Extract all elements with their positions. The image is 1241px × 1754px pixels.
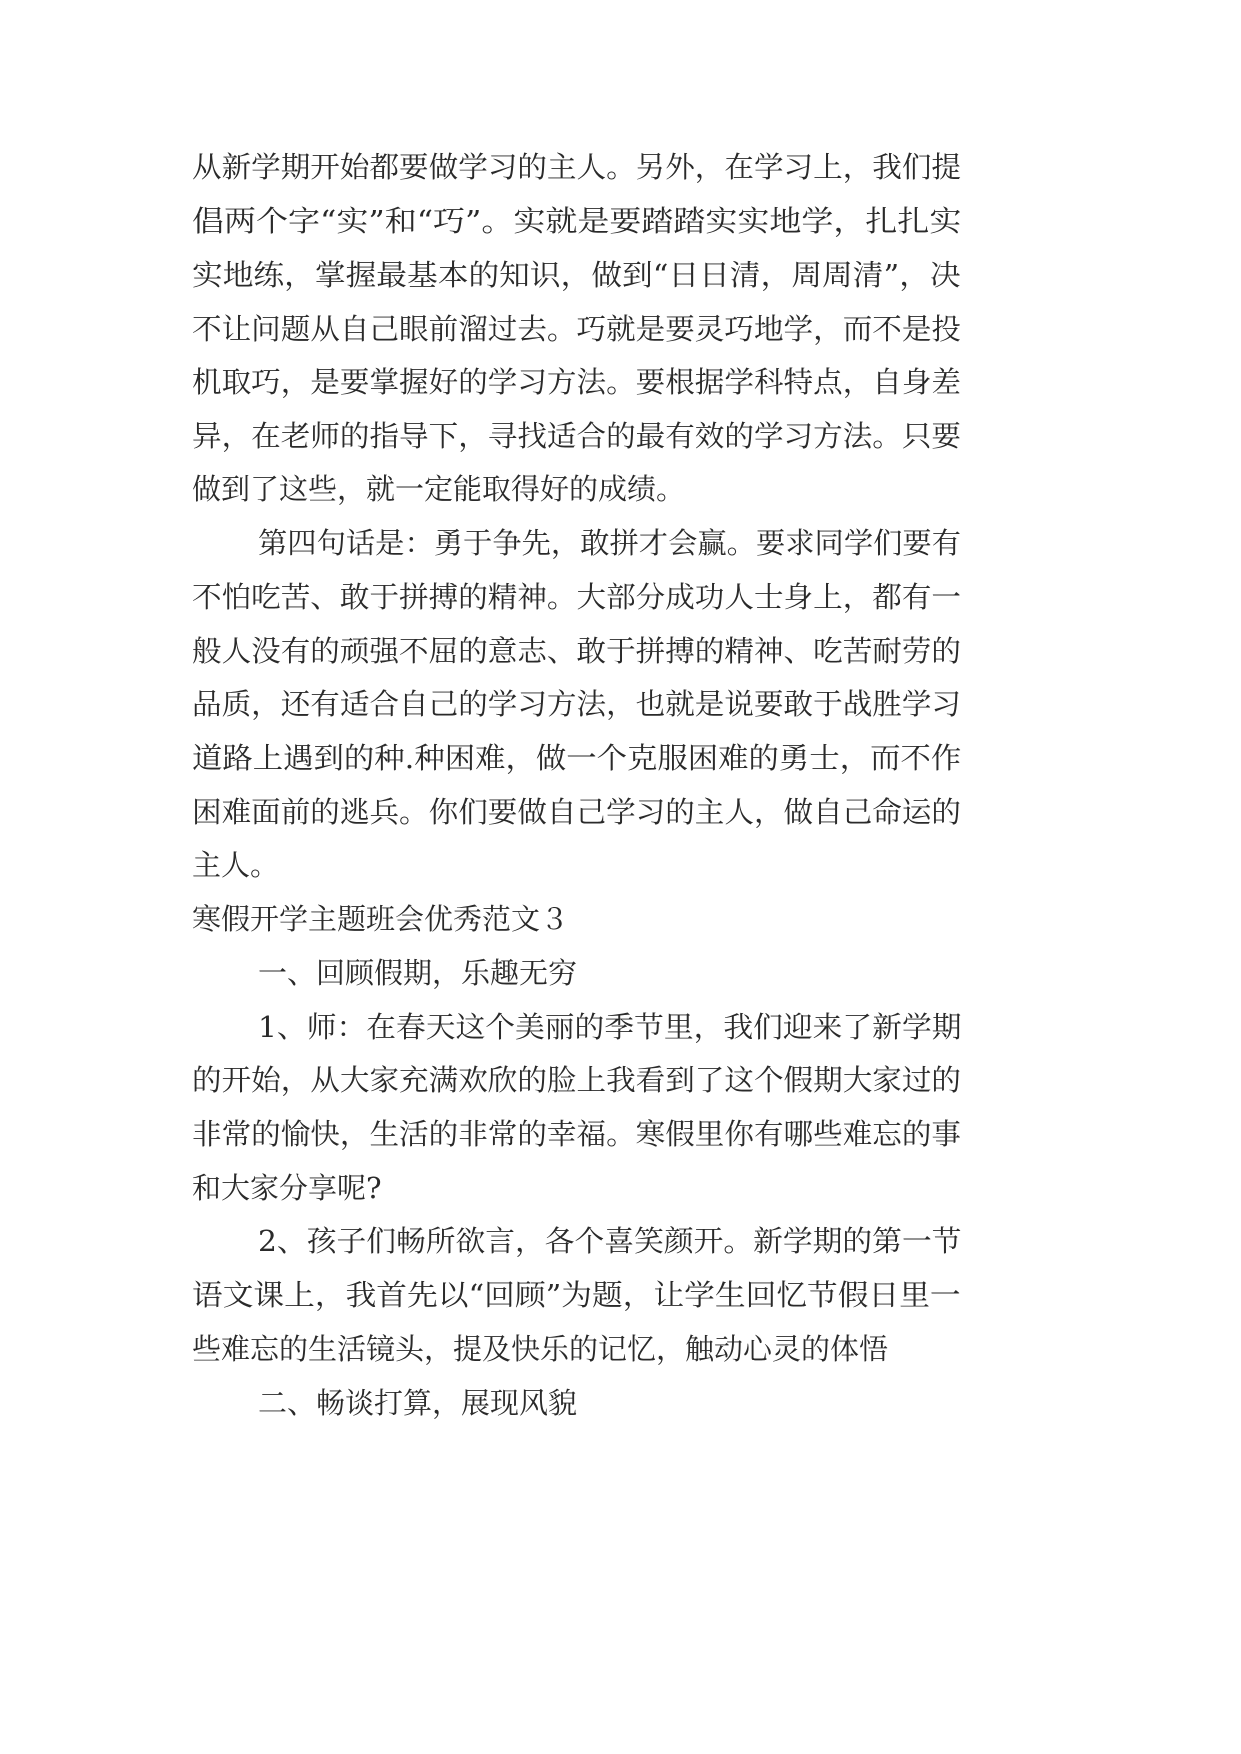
- text-line: [192, 1057, 961, 1103]
- line-text: 一、回顾假期，乐趣无穷: [258, 956, 578, 990]
- line-text: 主人。: [192, 848, 280, 882]
- text-line: [192, 574, 961, 620]
- text-line: [192, 842, 961, 888]
- text-line: [258, 520, 961, 566]
- text-line: [192, 681, 961, 727]
- line-text: 2、孩子们畅所欲言，各个喜笑颜开。新学期的第一节: [258, 1224, 962, 1258]
- line-text: 不怕吃苦、敢于拼搏的精神。大部分成功人士身上，都有一: [192, 580, 962, 614]
- text-line: [192, 306, 961, 352]
- text-line: [192, 252, 961, 298]
- line-text: 1、师：在春天这个美丽的季节里，我们迎来了新学期: [258, 1010, 962, 1044]
- section-heading: [192, 896, 961, 942]
- text-line: [192, 359, 961, 405]
- text-line: [192, 1165, 961, 1211]
- text-line: [192, 1272, 961, 1318]
- text-line: [192, 789, 961, 835]
- line-text: 非常的愉快，生活的非常的幸福。寒假里你有哪些难忘的事: [192, 1117, 962, 1151]
- line-text: 道路上遇到的种.种困难，做一个克服困难的勇士，而不作: [192, 741, 962, 775]
- text-line: [192, 144, 961, 190]
- line-text: 的开始，从大家充满欢欣的脸上我看到了这个假期大家过的: [192, 1063, 962, 1097]
- subheading-line: [258, 1380, 961, 1426]
- line-text: 二、畅谈打算，展现风貌: [258, 1386, 578, 1420]
- heading-text: 寒假开学主题班会优秀范文３: [192, 902, 570, 936]
- text-line: [258, 1004, 961, 1050]
- line-text: 语文课上，我首先以“回顾”为题，让学生回忆节假日里一: [192, 1278, 961, 1312]
- text-line: [192, 735, 961, 781]
- line-text: 倡两个字“实”和“巧”。实就是要踏踏实实地学，扎扎实: [192, 204, 962, 238]
- line-text: 品质，还有适合自己的学习方法，也就是说要敢于战胜学习: [192, 687, 962, 721]
- text-line: [192, 466, 961, 512]
- text-line: [192, 198, 961, 244]
- text-line: [192, 413, 961, 459]
- text-line: [192, 1111, 961, 1157]
- text-line: [192, 1326, 961, 1372]
- line-text: 异，在老师的指导下，寻找适合的最有效的学习方法。只要: [192, 419, 962, 453]
- text-line: [258, 1218, 961, 1264]
- subheading-line: [258, 950, 961, 996]
- line-text: 做到了这些，就一定能取得好的成绩。: [192, 472, 686, 506]
- line-text: 从新学期开始都要做学习的主人。另外，在学习上，我们提: [192, 150, 962, 184]
- line-text: 和大家分享呢?: [192, 1171, 382, 1205]
- line-text: 实地练，掌握最基本的知识，做到“日日清，周周清”，决: [192, 258, 961, 292]
- line-text: 困难面前的逃兵。你们要做自己学习的主人，做自己命运的: [192, 795, 962, 829]
- line-text: 般人没有的顽强不屈的意志、敢于拼搏的精神、吃苦耐劳的: [192, 634, 962, 668]
- line-text: 些难忘的生活镜头，提及快乐的记忆，触动心灵的体悟: [192, 1332, 889, 1366]
- line-text: 第四句话是：勇于争先，敢拼才会赢。要求同学们要有: [258, 526, 962, 560]
- line-text: 不让问题从自己眼前溜过去。巧就是要灵巧地学，而不是投: [192, 312, 962, 346]
- text-line: [192, 628, 961, 674]
- line-text: 机取巧，是要掌握好的学习方法。要根据学科特点，自身差: [192, 365, 962, 399]
